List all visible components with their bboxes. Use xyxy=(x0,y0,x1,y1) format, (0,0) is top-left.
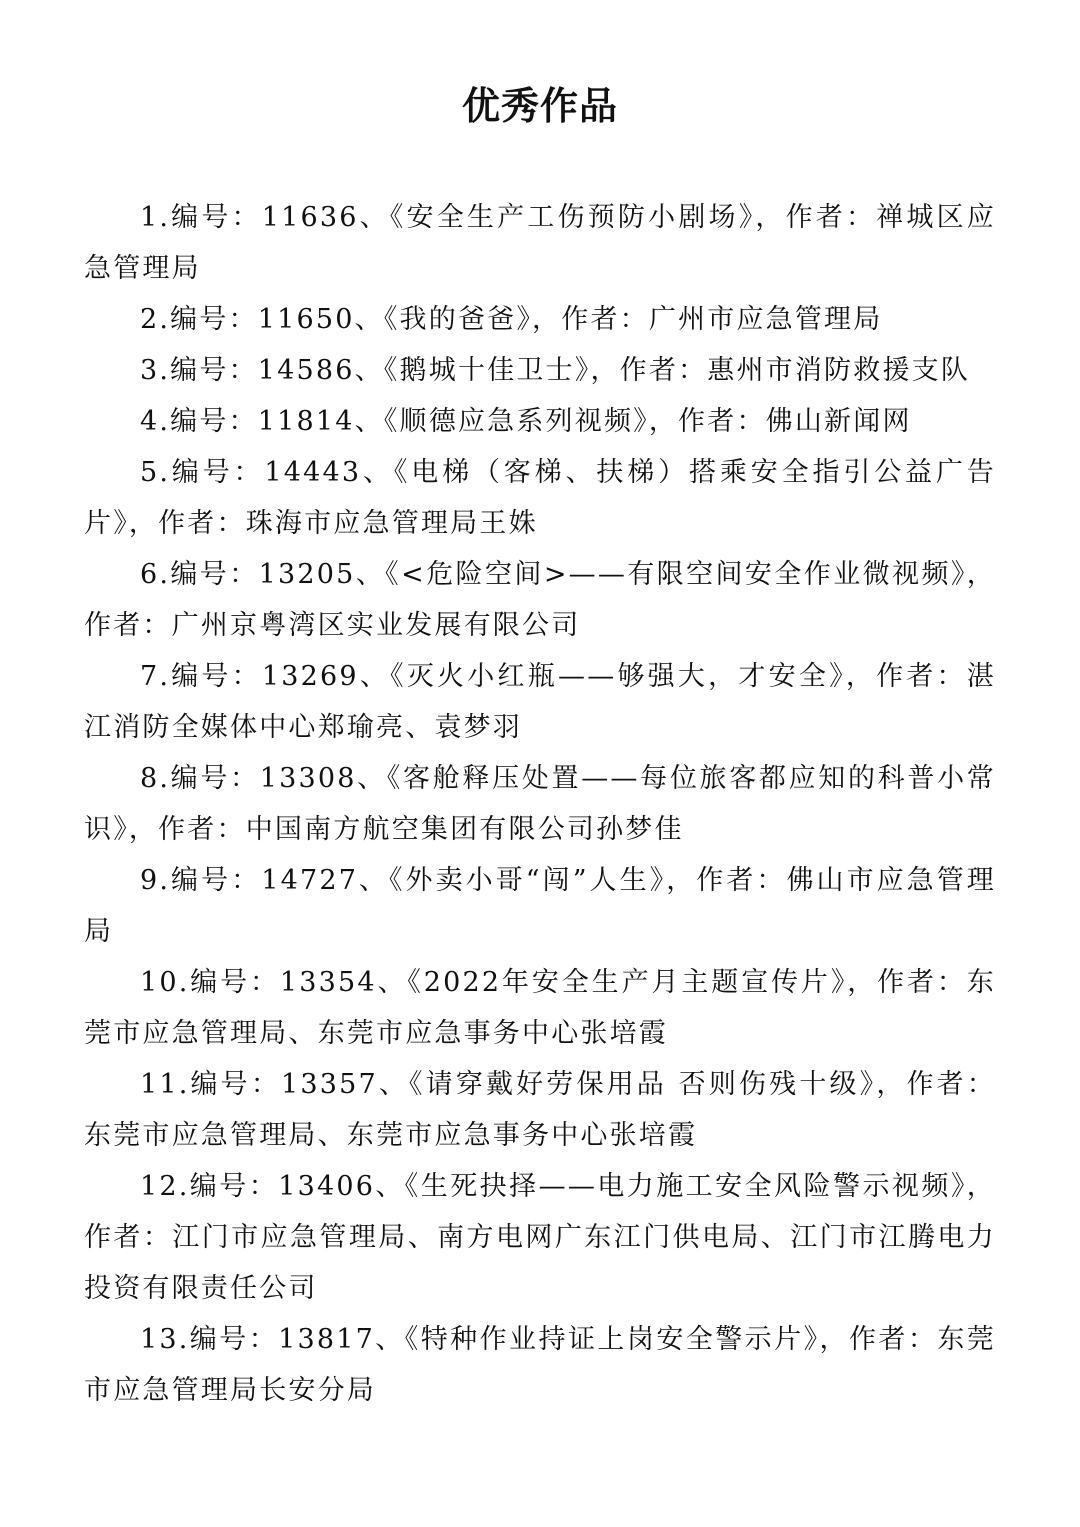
list-item: 9.编号：14727、《外卖小哥“闯”人生》，作者：佛山市应急管理局 xyxy=(84,865,996,947)
list-item: 2.编号：11650、《我的爸爸》，作者：广州市应急管理局 xyxy=(140,304,883,335)
list-item: 12.编号：13406、《生死抉择——电力施工安全风险警示视频》，作者：江门市应急管理局、南方电网广东江门供电局、江门市江腾电力投资有限责任公司 xyxy=(84,1171,996,1304)
list-item: 3.编号：14586、《鹅城十佳卫士》，作者：惠州市消防救援支队 xyxy=(140,355,971,386)
list-item: 5.编号：14443、《电梯（客梯、扶梯）搭乘安全指引公益广告片》，作者：珠海市应急管理局王姝 xyxy=(84,457,996,539)
award-list xyxy=(84,134,996,1416)
list-item: 6.编号：13205、《<危险空间>——有限空间安全作业微视频》，作者：广州京粤湾区实业发展有限公司 xyxy=(84,559,996,641)
list-item: 10.编号：13354、《2022年安全生产月主题宣传片》，作者：东莞市应急管理局、东莞市应急事务中心张培霞 xyxy=(84,967,996,1049)
list-item: 4.编号：11814、《顺德应急系列视频》，作者：佛山新闻网 xyxy=(140,406,912,437)
list-item: 7.编号：13269、《灭火小红瓶——够强大，才安全》，作者：湛江消防全媒体中心郑瑜亮、袁梦羽 xyxy=(84,661,996,743)
list-item: 11.编号：13357、《请穿戴好劳保用品 否则伤残十级》，作者：东莞市应急管理局、东莞市应急事务中心张培霞 xyxy=(84,1069,996,1151)
list-item: 8.编号：13308、《客舱释压处置——每位旅客都应知的科普小常识》，作者：中国南方航空集团有限公司孙梦佳 xyxy=(84,763,996,845)
list-item: 1.编号：11636、《安全生产工伤预防小剧场》，作者：禅城区应急管理局 xyxy=(84,202,996,284)
page-title: 优秀作品 xyxy=(461,84,618,128)
list-item: 13.编号：13817、《特种作业持证上岗安全警示片》，作者：东莞市应急管理局长安分局 xyxy=(84,1324,996,1406)
